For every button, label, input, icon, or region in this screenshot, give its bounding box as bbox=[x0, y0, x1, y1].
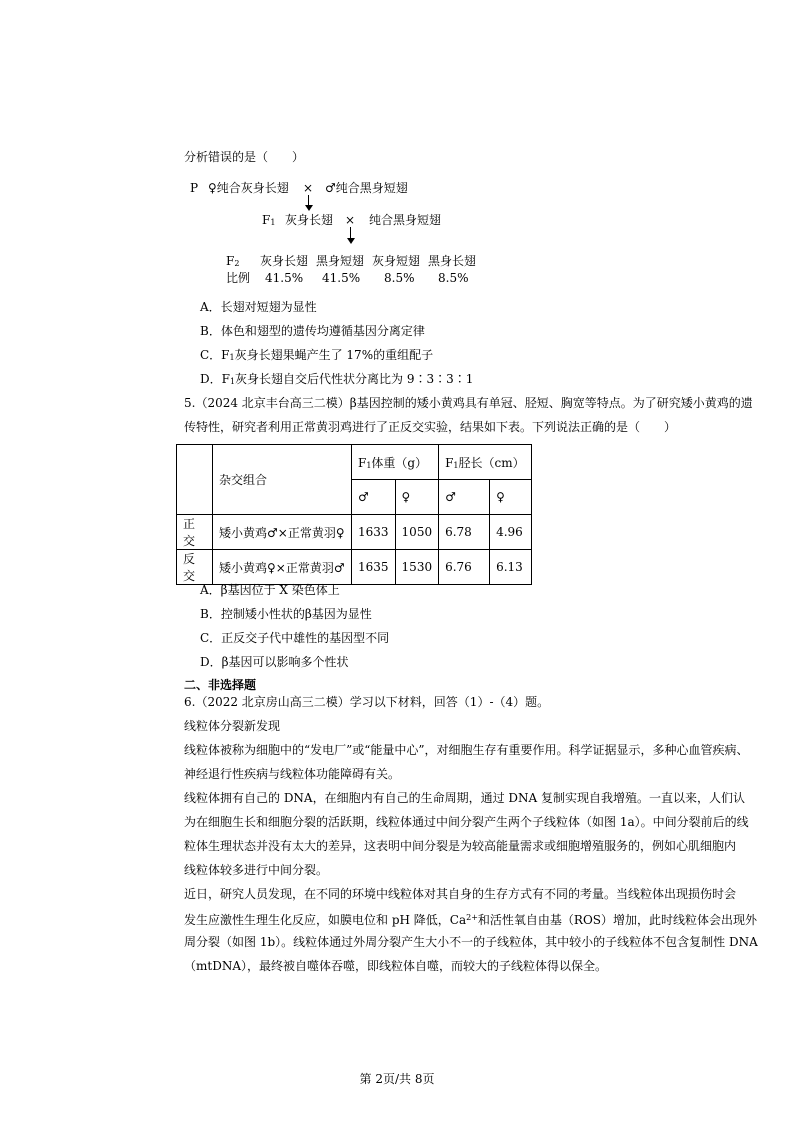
q6-stem: 6.（2022 北京房山高三二模）学习以下材料，回答（1）-（4）题。 bbox=[184, 695, 550, 709]
paragraph-line: 粒体生理状态并没有太大的差异，这表明中间分裂是为较高能量需求或细胞增殖服务的，例如心肌细胞内 bbox=[184, 839, 737, 853]
table-header-cross: 杂交组合 bbox=[213, 445, 352, 515]
female-symbol: ♀ bbox=[490, 480, 532, 515]
table-cell: 1530 bbox=[395, 550, 439, 585]
table-corner-cell bbox=[177, 445, 213, 515]
paragraph-line: 线粒体被称为细胞中的“发电厂”或“能量中心”，对细胞生存有重要作用。科学证据显示，多种心血管疾病、 bbox=[184, 743, 749, 757]
cross-results-table bbox=[176, 444, 532, 585]
q4-option-d: D．F1灰身长翅自交后代性状分离比为 9∶3∶3∶1 bbox=[200, 372, 474, 386]
q4-option-b: B．体色和翅型的遗传均遵循基因分离定律 bbox=[200, 324, 425, 338]
table-row bbox=[177, 515, 532, 550]
f2-ratio: 8.5% bbox=[384, 271, 415, 285]
f1-cross-symbol: × bbox=[345, 213, 356, 227]
q4-option-a: A．长翅对短翅为显性 bbox=[200, 300, 317, 314]
table-cell: 4.96 bbox=[490, 515, 532, 550]
q5-option-d: D．β基因可以影响多个性状 bbox=[200, 655, 349, 669]
p-male-parent: ♂纯合黑身短翅 bbox=[325, 181, 408, 195]
cross-type: 反交 bbox=[177, 550, 213, 585]
table-header-shank: F1胫长（cm） bbox=[439, 445, 532, 480]
article-title: 线粒体分裂新发现 bbox=[184, 719, 281, 733]
q4-prompt: 分析错误的是（ ） bbox=[184, 150, 305, 164]
table-cell: 6.78 bbox=[439, 515, 490, 550]
q5-option-b: B．控制矮小性状的β基因为显性 bbox=[200, 607, 372, 621]
page-footer: 第 2页/共 8页 bbox=[359, 1072, 435, 1086]
p-generation-label: P bbox=[190, 181, 199, 195]
cross-combo: 矮小黄鸡♂×正常黄羽♀ bbox=[213, 515, 352, 550]
q5-option-c: C．正反交子代中雄性的基因型不同 bbox=[200, 631, 390, 645]
paragraph-line: 神经退行性疾病与线粒体功能障碍有关。 bbox=[184, 767, 401, 781]
q5-option-a: A．β基因位于 X 染色体上 bbox=[200, 583, 340, 597]
paragraph-line: 发生应激性生理生化反应，如膜电位和 pH 降低，$Ca^{2+}$和活性氧自由基（ROS）增加，此时线粒体会出现外 bbox=[184, 913, 758, 927]
f1-label: F1 bbox=[262, 213, 276, 227]
table-cell: 6.13 bbox=[490, 550, 532, 585]
q5-stem-line: 传特性，研究者利用正常黄羽鸡进行了正反交实验，结果如下表。下列说法正确的是（ ） bbox=[184, 420, 677, 434]
table-header-weight: F1体重（g） bbox=[352, 445, 439, 480]
f2-ratio: 41.5% bbox=[265, 271, 304, 285]
paragraph-line: 周分裂（如图 1b）。线粒体通过外周分裂产生大小不一的子线粒体，其中较小的子线粒体不包含复制性 DNA bbox=[184, 935, 758, 949]
arrow-down-icon bbox=[347, 227, 355, 244]
f1-phenotype: 灰身长翅 bbox=[285, 213, 334, 227]
paragraph-line: 线粒体较多进行中间分裂。 bbox=[184, 863, 329, 877]
arrow-down-icon bbox=[305, 195, 313, 211]
cross-combo: 矮小黄鸡♀×正常黄羽♂ bbox=[213, 550, 352, 585]
p-female-parent: ♀纯合灰身长翅 bbox=[208, 181, 289, 195]
ratio-label: 比例 bbox=[226, 271, 251, 285]
table-cell: 1635 bbox=[352, 550, 396, 585]
f2-ratio: 41.5% bbox=[322, 271, 361, 285]
section-heading: 二、非选择题 bbox=[184, 678, 257, 692]
male-symbol: ♂ bbox=[439, 480, 490, 515]
q5-stem-line: 5.（2024 北京丰台高三二模）β基因控制的矮小黄鸡具有单冠、胫短、胸宽等特点。为了研究矮小黄鸡的遗 bbox=[184, 396, 753, 410]
table-cell: 1050 bbox=[395, 515, 439, 550]
f2-phenotype: 黑身短翅 bbox=[316, 254, 365, 268]
paragraph-line: 为在细胞生长和细胞分裂的活跃期，线粒体通过中间分裂产生两个子线粒体（如图 1a）。中间分裂前后的线 bbox=[184, 815, 749, 829]
paragraph-line: （mtDNA），最终被自噬体吞噬，即线粒体自噬，而较大的子线粒体得以保全。 bbox=[184, 959, 607, 973]
f2-label: F2 bbox=[226, 254, 240, 268]
paragraph-line: 近日，研究人员发现，在不同的环境中线粒体对其自身的生存方式有不同的考量。当线粒体出现损伤时会 bbox=[184, 887, 737, 901]
f2-phenotype: 灰身短翅 bbox=[372, 254, 421, 268]
f2-phenotype: 黑身长翅 bbox=[428, 254, 477, 268]
table-row bbox=[177, 550, 532, 585]
table-cell: 6.76 bbox=[439, 550, 490, 585]
q4-option-c: C．F1灰身长翅果蝇产生了 17%的重组配子 bbox=[200, 348, 434, 362]
paragraph-line: 线粒体拥有自己的 DNA，在细胞内有自己的生命周期，通过 DNA 复制实现自我增殖。一直以来，人们认 bbox=[184, 791, 746, 805]
f2-phenotype: 灰身长翅 bbox=[260, 254, 309, 268]
table-cell: 1633 bbox=[352, 515, 396, 550]
p-cross-symbol: × bbox=[303, 181, 314, 195]
f2-ratio: 8.5% bbox=[438, 271, 469, 285]
cross-type: 正交 bbox=[177, 515, 213, 550]
male-symbol: ♂ bbox=[352, 480, 396, 515]
f1-mate: 纯合黑身短翅 bbox=[369, 213, 442, 227]
female-symbol: ♀ bbox=[395, 480, 439, 515]
